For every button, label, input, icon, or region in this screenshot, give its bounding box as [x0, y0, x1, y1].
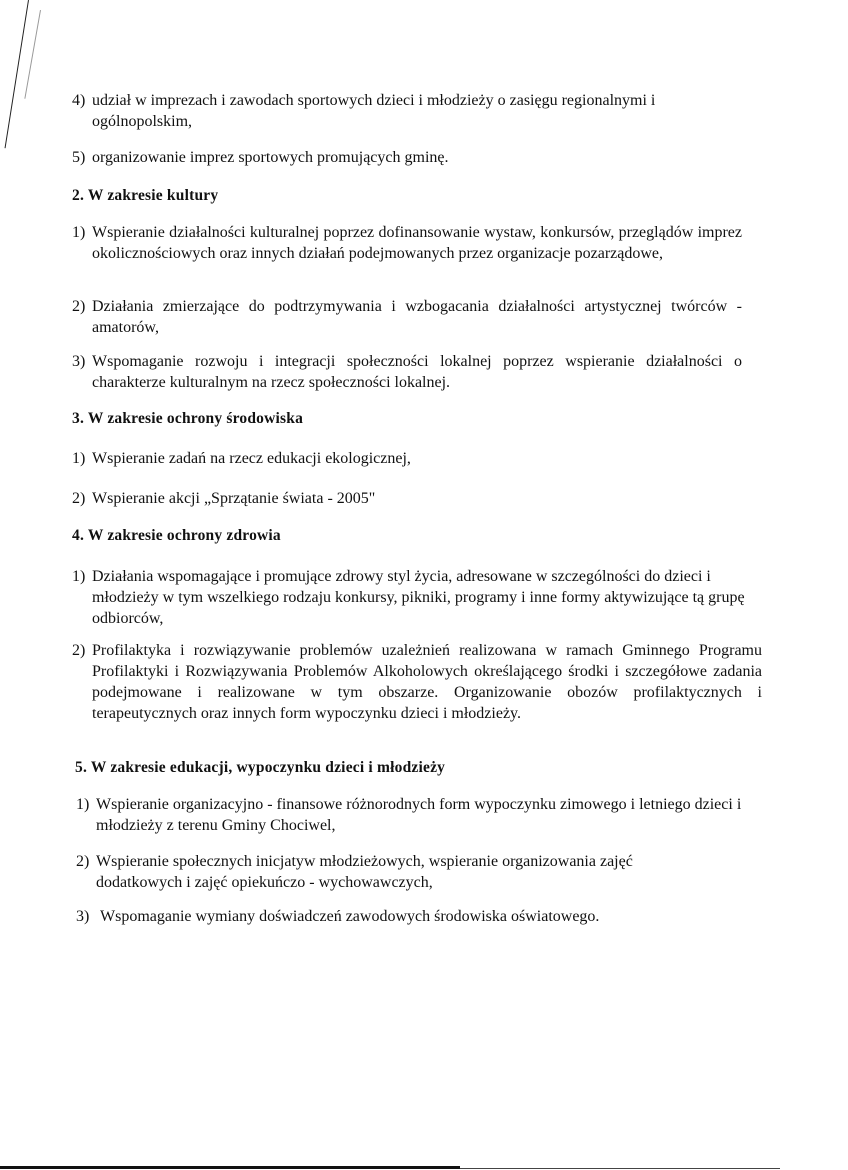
item-text: Profilaktyka i rozwiązywanie problemów uzależnień realizowana w ramach Gminnego Programu Profilaktyki i Rozwiązywania Problemów Alkoholowych określającego środki i szczegółowe zadania podejmowane i realizowane w tym obszarze. Organizowanie obozów profilaktycznych i terapeutycznych oraz innych form wypoczynku dzieci i młodzieży.: [92, 642, 762, 722]
item-text: organizowanie imprez sportowych promujących gminę.: [92, 149, 449, 166]
list-item: [72, 351, 742, 393]
scan-artifact-edge: [0, 1166, 460, 1169]
list-item: [72, 222, 742, 264]
item-text: Wspieranie organizacyjno - finansowe różnorodnych form wypoczynku zimowego i letniego dzieci i młodzieży z terenu Gminy Chociwel,: [96, 796, 742, 834]
list-item: [76, 794, 766, 836]
item-text: Wspieranie działalności kulturalnej poprzez dofinansowanie wystaw, konkursów, przeglądów imprez okolicznościowych oraz innych działań podejmowanych przez organizacje pozarządowe,: [92, 224, 742, 262]
item-number: 3): [72, 353, 86, 370]
item-text: Działania zmierzające do podtrzymywania i wzbogacania działalności artystycznej twórców - amatorów,: [92, 298, 742, 336]
list-item: [76, 851, 686, 893]
item-number: 5): [72, 149, 86, 166]
item-number: 4): [72, 92, 86, 109]
item-text: udział w imprezach i zawodach sportowych dzieci i młodzieży o zasięgu regionalnymi i ogólnopolskim,: [92, 92, 656, 130]
item-text: Wspomaganie wymiany doświadczeń zawodowych środowiska oświatowego.: [100, 908, 600, 925]
item-text: Wspieranie zadań na rzecz edukacji ekologicznej,: [92, 450, 411, 467]
section-heading: 4. W zakresie ochrony zdrowia: [72, 527, 281, 544]
list-item: [72, 566, 762, 629]
item-number: 1): [72, 450, 86, 467]
list-item: [72, 296, 742, 338]
item-number: 2): [72, 490, 86, 507]
section-heading: 3. W zakresie ochrony środowiska: [72, 410, 304, 427]
section-heading: 2. W zakresie kultury: [72, 187, 219, 204]
item-number: 2): [72, 298, 86, 315]
list-item: [72, 90, 742, 132]
item-text: Wspomaganie rozwoju i integracji społeczności lokalnej poprzez wspieranie działalności o charakterze kulturalnym na rzecz społeczności lokalnej.: [92, 353, 742, 391]
item-text: Wspieranie społecznych inicjatyw młodzieżowych, wspieranie organizowania zajęć dodatkowych i zajęć opiekuńczo - wychowawczych,: [96, 853, 633, 891]
item-number: 1): [76, 796, 90, 813]
scan-artifact-line: [5, 0, 29, 148]
scan-artifact-line: [24, 10, 41, 99]
list-item: [72, 448, 742, 469]
scan-artifact-edge: [460, 1168, 780, 1169]
item-text: Działania wspomagające i promujące zdrowy styl życia, adresowane w szczególności do dzieci i młodzieży w tym wszelkiego rodzaju konkursy, pikniki, programy i inne formy aktywizujące tą grupę odbiorców,: [92, 568, 745, 627]
list-item: [76, 906, 766, 927]
item-text: Wspieranie akcji „Sprzątanie świata - 2005": [92, 490, 376, 507]
list-item: [72, 147, 742, 168]
item-number: 2): [72, 642, 86, 659]
item-number: 3): [76, 908, 90, 925]
item-number: 2): [76, 853, 90, 870]
item-number: 1): [72, 568, 86, 585]
item-number: 1): [72, 224, 86, 241]
list-item: [72, 488, 742, 509]
section-heading: 5. W zakresie edukacji, wypoczynku dzieci i młodzieży: [75, 759, 446, 776]
list-item: [72, 640, 762, 724]
